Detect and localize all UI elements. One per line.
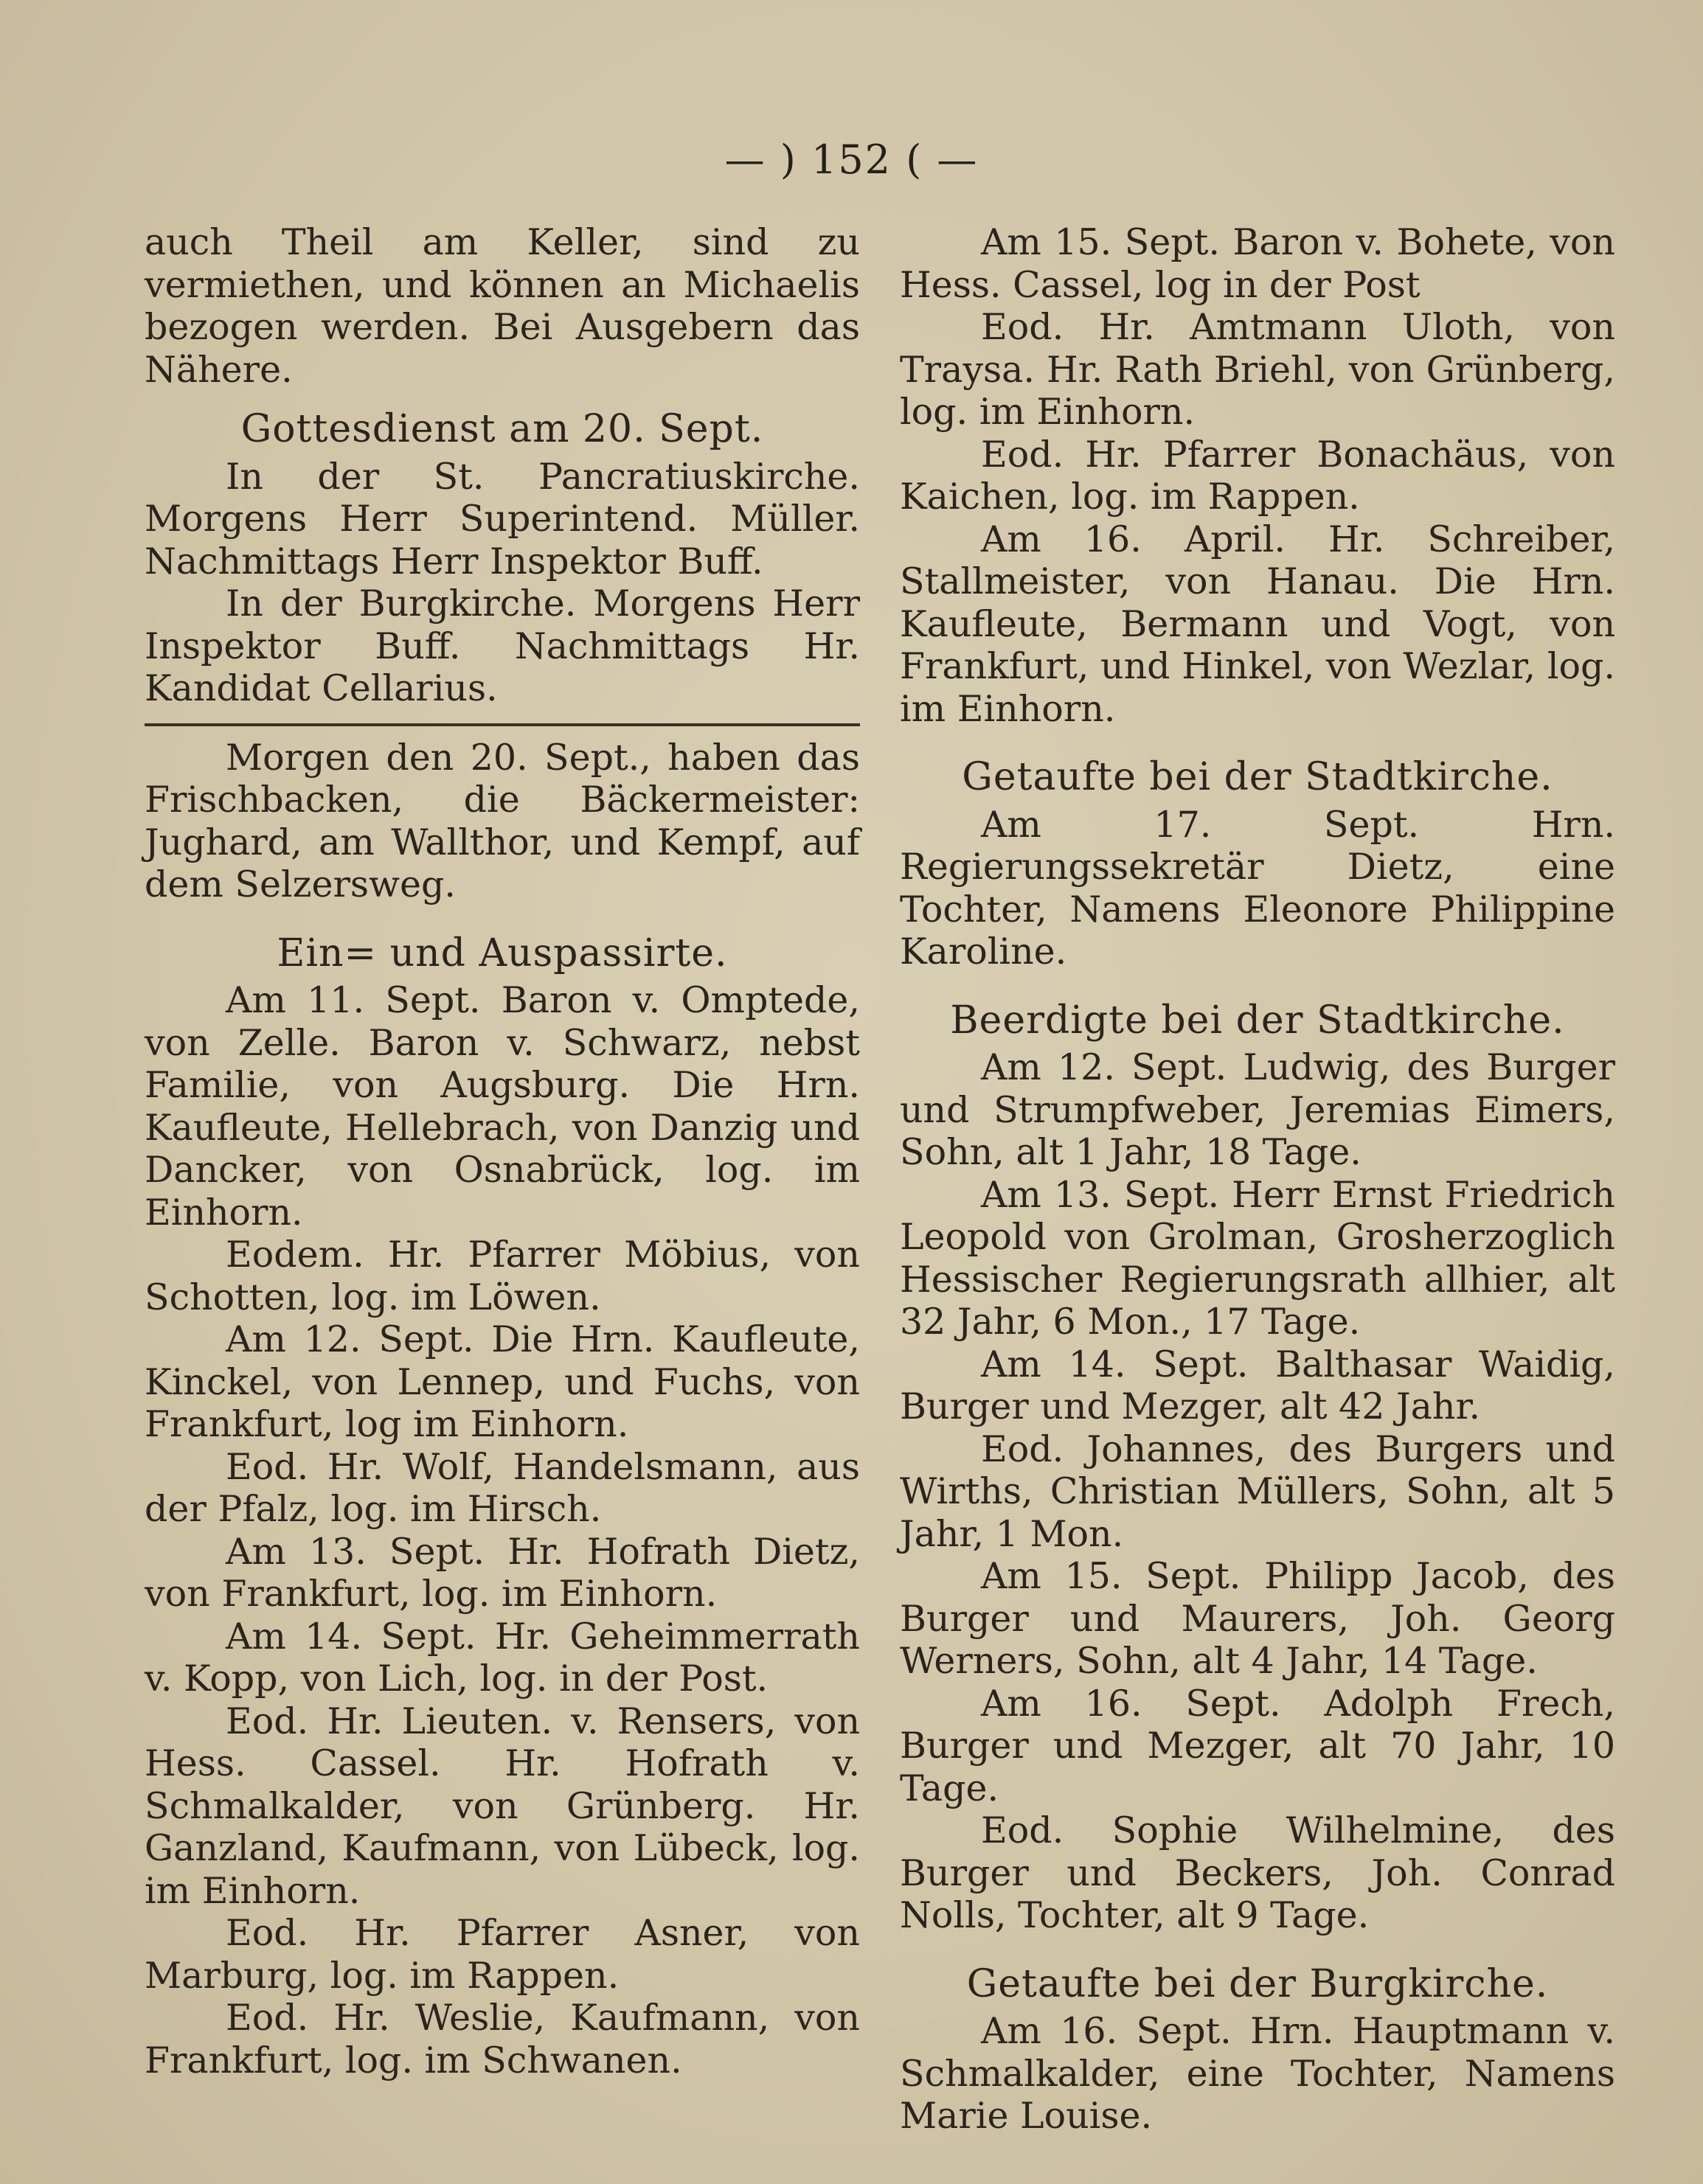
section-heading-buried-stadtkirche: Beerdigte bei der Stadtkirche.	[950, 998, 1565, 1043]
traveler-entry: Am 11. Sept. Baron v. Omptede, von Zelle. Baron v. Schwarz, nebst Familie, von Augsburg. Die Hrn. Kaufleute, Hellebrach, von Danzig und Dancker, von Osnabrück, log. im Einhorn.	[145, 979, 860, 1234]
traveler-entry: Am 15. Sept. Baron v. Bohete, von Hess. Cassel, log in der Post	[900, 221, 1615, 306]
right-column	[900, 221, 1615, 2138]
section-heading-baptized-burgkirche: Getaufte bei der Burgkirche.	[966, 1961, 1549, 2006]
traveler-entry: Am 13. Sept. Hr. Hofrath Dietz, von Frankfurt, log. im Einhorn.	[145, 1530, 860, 1615]
traveler-entry: Am 16. April. Hr. Schreiber, Stallmeister, von Hanau. Die Hrn. Kaufleute, Bermann und Vogt, von Frankfurt, und Hinkel, von Wezlar, log. im Einhorn.	[900, 518, 1615, 730]
page-number: — ) 152 ( —	[724, 136, 979, 183]
traveler-entry: Eod. Hr. Lieuten. v. Rensers, von Hess. Cassel. Hr. Hofrath v. Schmalkalder, von Grünberg. Hr. Ganzland, Kaufmann, von Lübeck, log. im Einhorn.	[145, 1700, 860, 1912]
traveler-entry: Am 12. Sept. Die Hrn. Kaufleute, Kinckel, von Lennep, und Fuchs, von Frankfurt, log im Einhorn.	[145, 1318, 860, 1445]
section-heading-travelers: Ein= und Auspassirte.	[277, 931, 728, 976]
left-column	[145, 221, 860, 2082]
section-divider	[145, 723, 860, 726]
bakers-notice: Morgen den 20. Sept., haben das Frischbacken, die Bäckermeister: Jughard, am Wallthor, und Kempf, auf dem Selzersweg.	[145, 736, 860, 905]
burial-entry: Eod. Sophie Wilhelmine, des Burger und Beckers, Joh. Conrad Nolls, Tochter, alt 9 Tage.	[900, 1809, 1615, 1936]
burial-entry: Am 13. Sept. Herr Ernst Friedrich Leopold von Grolman, Grosherzoglich Hessischer Regierungsrath allhier, alt 32 Jahr, 6 Mon., 17 Tage.	[900, 1173, 1615, 1343]
burial-entry: Am 15. Sept. Philipp Jacob, des Burger und Maurers, Joh. Georg Werners, Sohn, alt 4 Jahr, 14 Tage.	[900, 1555, 1615, 1682]
baptism-entry: Am 17. Sept. Hrn. Regierungssekretär Dietz, eine Tochter, Namens Eleonore Philippine Karoline.	[900, 803, 1615, 973]
services-paragraph: In der Burgkirche. Morgens Herr Inspektor Buff. Nachmittags Hr. Kandidat Cellarius.	[145, 582, 860, 709]
traveler-entry: Eod. Hr. Wolf, Handelsmann, aus der Pfalz, log. im Hirsch.	[145, 1445, 860, 1530]
burial-entry: Eod. Johannes, des Burgers und Wirths, Christian Müllers, Sohn, alt 5 Jahr, 1 Mon.	[900, 1427, 1615, 1555]
traveler-entry: Eod. Hr. Pfarrer Bonachäus, von Kaichen, log. im Rappen.	[900, 433, 1615, 518]
traveler-entry: Am 14. Sept. Hr. Geheimmerrath v. Kopp, von Lich, log. in der Post.	[145, 1615, 860, 1700]
section-heading-services: Gottesdienst am 20. Sept.	[240, 407, 764, 451]
baptism-entry: Am 16. Sept. Hrn. Hauptmann v. Schmalkalder, eine Tochter, Namens Marie Louise.	[900, 2010, 1615, 2137]
continued-notice: auch Theil am Keller, sind zu vermiethen, und können an Michaelis bezogen werden. Bei Ausgebern das Nähere.	[145, 221, 860, 391]
traveler-entry: Eod. Hr. Amtmann Uloth, von Traysa. Hr. Rath Briehl, von Grünberg, log. im Einhorn.	[900, 306, 1615, 433]
traveler-entry: Eod. Hr. Pfarrer Asner, von Marburg, log. im Rappen.	[145, 1912, 860, 1997]
traveler-entry: Eodem. Hr. Pfarrer Möbius, von Schotten, log. im Löwen.	[145, 1234, 860, 1318]
burial-entry: Am 16. Sept. Adolph Frech, Burger und Mezger, alt 70 Jahr, 10 Tage.	[900, 1682, 1615, 1809]
traveler-entry: Eod. Hr. Weslie, Kaufmann, von Frankfurt, log. im Schwanen.	[145, 1997, 860, 2082]
burial-entry: Am 12. Sept. Ludwig, des Burger und Strumpfweber, Jeremias Eimers, Sohn, alt 1 Jahr, 18 Tage.	[900, 1046, 1615, 1173]
services-paragraph: In der St. Pancratiuskirche. Morgens Herr Superintend. Müller. Nachmittags Herr Inspektor Buff.	[145, 455, 860, 582]
section-heading-baptized-stadtkirche: Getaufte bei der Stadtkirche.	[962, 755, 1553, 799]
burial-entry: Am 14. Sept. Balthasar Waidig, Burger und Mezger, alt 42 Jahr.	[900, 1343, 1615, 1427]
